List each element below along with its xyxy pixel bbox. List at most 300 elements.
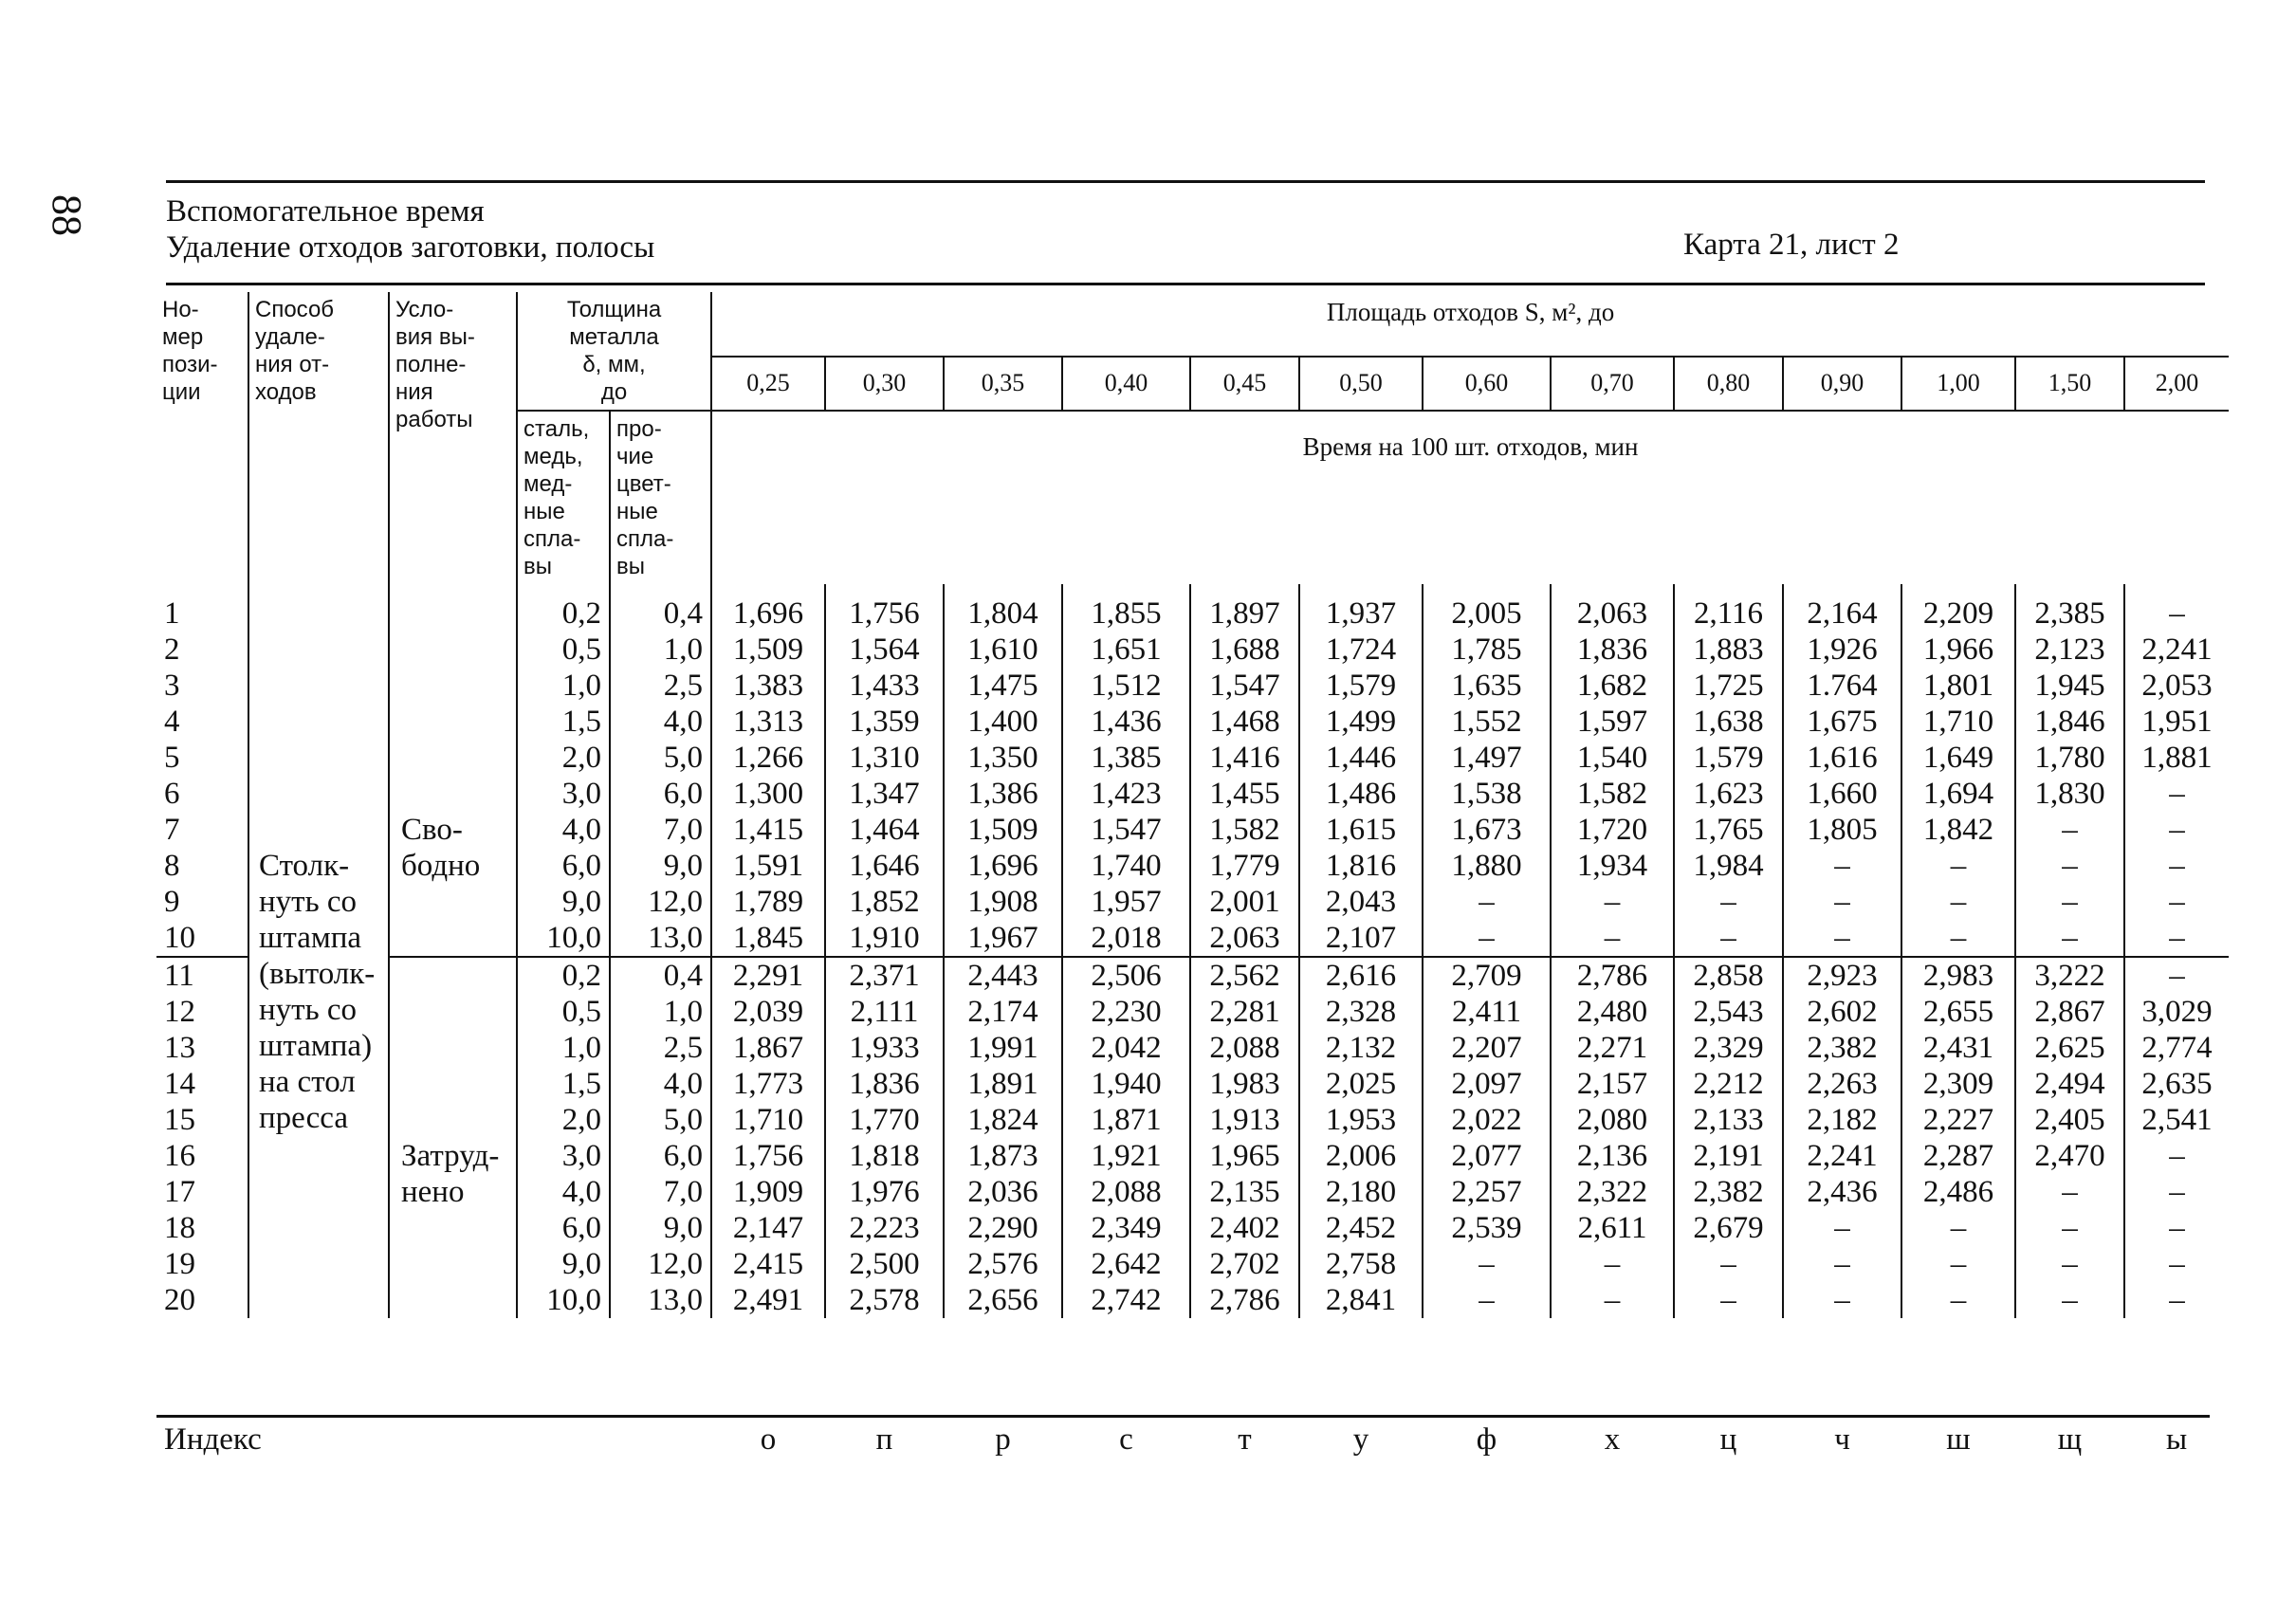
time-value: 1,855 bbox=[1062, 584, 1190, 632]
time-value: 1,785 bbox=[1423, 632, 1551, 668]
time-value: 2,656 bbox=[944, 1282, 1062, 1318]
time-value: 1,651 bbox=[1062, 632, 1190, 668]
area-value-header: 0,60 bbox=[1423, 357, 1551, 411]
index-letter: щ bbox=[2057, 1422, 2083, 1457]
time-value: 2,858 bbox=[1674, 957, 1783, 994]
time-value: 1,951 bbox=[2141, 705, 2213, 739]
time-value: 1,446 bbox=[1299, 740, 1423, 776]
header-conditions-line: Усло- bbox=[395, 297, 454, 322]
header-conditions-line: вия вы- bbox=[395, 324, 475, 350]
time-value: – bbox=[2015, 1210, 2124, 1246]
time-value: 1,436 bbox=[1062, 704, 1190, 740]
time-value: 1,509 bbox=[944, 812, 1062, 848]
thickness-other: 4,0 bbox=[610, 704, 711, 740]
time-value: 1,724 bbox=[1299, 632, 1423, 668]
time-value: – bbox=[1674, 1282, 1783, 1318]
time-value: 1,967 bbox=[944, 920, 1062, 957]
thickness-other: 13,0 bbox=[610, 1282, 711, 1318]
time-value: 2,063 bbox=[1551, 584, 1674, 632]
time-value: 2,402 bbox=[1190, 1210, 1299, 1246]
time-value: 2,001 bbox=[1190, 884, 1299, 920]
time-value: 2,486 bbox=[1901, 1174, 2015, 1210]
header-method-line: удале- bbox=[255, 324, 325, 350]
area-value-header: 1,50 bbox=[2015, 357, 2124, 411]
time-value: 1,416 bbox=[1190, 740, 1299, 776]
time-value: 2,758 bbox=[1299, 1246, 1423, 1282]
time-value: – bbox=[2015, 812, 2124, 848]
thickness-other: 1,0 bbox=[610, 632, 711, 668]
time-value: 1,300 bbox=[711, 776, 825, 812]
page-number: 88 bbox=[44, 194, 90, 236]
page-title: Удаление отходов заготовки, полосы bbox=[166, 230, 655, 265]
time-value: 2,625 bbox=[2015, 1030, 2124, 1066]
time-value: 2,097 bbox=[1423, 1066, 1551, 1102]
time-value: 1,836 bbox=[825, 1066, 944, 1102]
thickness-other: 0,4 bbox=[610, 584, 711, 632]
time-value: 1,852 bbox=[825, 884, 944, 920]
time-value: 1,801 bbox=[1901, 668, 2015, 704]
time-value: 1,696 bbox=[944, 848, 1062, 884]
header-method-line: ходов bbox=[255, 379, 317, 405]
time-value: – bbox=[1551, 1282, 1674, 1318]
time-value: – bbox=[1783, 1282, 1901, 1318]
header-position-line: пози- bbox=[162, 352, 218, 377]
time-value: 1,765 bbox=[1674, 812, 1783, 848]
thickness-steel: 1,0 bbox=[517, 668, 610, 704]
time-value: 1,433 bbox=[825, 668, 944, 704]
top-rule bbox=[166, 180, 2205, 183]
thickness-steel: 6,0 bbox=[517, 1210, 610, 1246]
condition-free bbox=[389, 584, 517, 957]
time-value: 2,742 bbox=[1062, 1282, 1190, 1318]
time-value: 1,909 bbox=[711, 1174, 825, 1210]
time-value: 1,720 bbox=[1551, 812, 1674, 848]
index-letter: с bbox=[1119, 1422, 1133, 1457]
area-value-header: 0,30 bbox=[825, 357, 944, 411]
time-value: – bbox=[1551, 1246, 1674, 1282]
thickness-other: 13,0 bbox=[610, 920, 711, 957]
time-value: 1,597 bbox=[1551, 704, 1674, 740]
time-value: 1,313 bbox=[711, 704, 825, 740]
thickness-steel: 4,0 bbox=[517, 1174, 610, 1210]
time-value: 1,940 bbox=[1062, 1066, 1190, 1102]
card-reference: Карта 21, лист 2 bbox=[1683, 228, 1900, 262]
time-value: 1,779 bbox=[1190, 848, 1299, 884]
thickness-other: 1,0 bbox=[610, 994, 711, 1030]
time-value: 1,582 bbox=[1190, 812, 1299, 848]
time-value: 2,500 bbox=[825, 1246, 944, 1282]
thickness-steel: 4,0 bbox=[517, 812, 610, 848]
index-label: Индекс bbox=[164, 1422, 262, 1457]
method-line: штампа bbox=[259, 921, 362, 955]
time-value: 2,841 bbox=[1299, 1282, 1423, 1318]
time-value: 1,773 bbox=[711, 1066, 825, 1102]
header-conditions bbox=[389, 292, 517, 584]
time-value: 1,635 bbox=[1423, 668, 1551, 704]
thickness-steel: 6,0 bbox=[517, 848, 610, 884]
header-steel bbox=[517, 411, 610, 584]
time-value: – bbox=[2169, 1247, 2185, 1281]
time-value: 1,921 bbox=[1062, 1138, 1190, 1174]
header-position bbox=[156, 292, 248, 584]
time-value: 2,578 bbox=[825, 1282, 944, 1318]
thickness-other: 2,5 bbox=[610, 1030, 711, 1066]
time-value: 1,423 bbox=[1062, 776, 1190, 812]
header-method-line: ния от- bbox=[255, 352, 330, 377]
time-value: 2,241 bbox=[1783, 1138, 1901, 1174]
area-value-header: 2,00 bbox=[2124, 357, 2229, 411]
method-line: на стол bbox=[259, 1065, 356, 1099]
time-value: 2,025 bbox=[1299, 1066, 1423, 1102]
method-line: нуть со bbox=[259, 993, 358, 1027]
thickness-steel: 0,2 bbox=[517, 957, 610, 994]
method-line: (вытолк- bbox=[259, 957, 376, 991]
time-value: 1,710 bbox=[711, 1102, 825, 1138]
thickness-other: 5,0 bbox=[610, 740, 711, 776]
position-number: 16 bbox=[156, 1138, 248, 1174]
time-value: 1,897 bbox=[1190, 584, 1299, 632]
header-conditions-line: работы bbox=[395, 407, 473, 432]
time-value: – bbox=[2015, 1246, 2124, 1282]
time-value: 1,455 bbox=[1190, 776, 1299, 812]
position-number: 6 bbox=[156, 776, 248, 812]
time-value: – bbox=[2169, 777, 2185, 811]
time-value: 2,227 bbox=[1901, 1102, 2015, 1138]
position-number: 4 bbox=[156, 704, 248, 740]
time-value: 2,411 bbox=[1423, 994, 1551, 1030]
header-conditions-line: ния bbox=[395, 379, 433, 405]
time-value: – bbox=[2169, 1283, 2185, 1317]
time-value: 2,018 bbox=[1062, 920, 1190, 957]
time-value: 1,845 bbox=[711, 920, 825, 957]
thickness-steel: 0,5 bbox=[517, 632, 610, 668]
time-value: – bbox=[1901, 1246, 2015, 1282]
time-value: 1,579 bbox=[1674, 740, 1783, 776]
index-letter: ы bbox=[2165, 1422, 2188, 1457]
time-value: 2,491 bbox=[711, 1282, 825, 1318]
position-number: 1 bbox=[156, 584, 248, 632]
time-value: 1,966 bbox=[1901, 632, 2015, 668]
thickness-other: 7,0 bbox=[610, 812, 711, 848]
time-value: 3,222 bbox=[2015, 957, 2124, 994]
time-value: 1,386 bbox=[944, 776, 1062, 812]
time-value: 2,209 bbox=[1901, 584, 2015, 632]
time-value: 2,642 bbox=[1062, 1246, 1190, 1282]
header-position-line: ции bbox=[162, 379, 201, 405]
time-value: 2,157 bbox=[1551, 1066, 1674, 1102]
time-value: 2,494 bbox=[2015, 1066, 2124, 1102]
time-value: 2,443 bbox=[944, 957, 1062, 994]
time-value: 1,579 bbox=[1299, 668, 1423, 704]
time-value: 2,223 bbox=[825, 1210, 944, 1246]
time-value: 2,452 bbox=[1299, 1210, 1423, 1246]
title-rule bbox=[166, 283, 2205, 285]
thickness-steel: 9,0 bbox=[517, 884, 610, 920]
thickness-other: 0,4 bbox=[610, 957, 711, 994]
time-value: 1,615 bbox=[1299, 812, 1423, 848]
position-number: 14 bbox=[156, 1066, 248, 1102]
header-thickness bbox=[517, 292, 711, 411]
time-value: 1,497 bbox=[1423, 740, 1551, 776]
time-value: 2,133 bbox=[1674, 1102, 1783, 1138]
index-letter: п bbox=[875, 1422, 893, 1457]
time-value: 2,543 bbox=[1674, 994, 1783, 1030]
time-value: – bbox=[2169, 849, 2185, 883]
time-value: 2,281 bbox=[1190, 994, 1299, 1030]
time-value: 1,818 bbox=[825, 1138, 944, 1174]
time-value: 2,116 bbox=[1674, 584, 1783, 632]
header-steel-line: ные bbox=[523, 499, 565, 524]
header-thickness-line: металла bbox=[569, 324, 659, 350]
thickness-other: 12,0 bbox=[610, 884, 711, 920]
index-letter: ц bbox=[1719, 1422, 1737, 1457]
time-value: – bbox=[1783, 884, 1901, 920]
thickness-other: 9,0 bbox=[610, 848, 711, 884]
condition-hard bbox=[389, 957, 517, 1318]
index-letter: ш bbox=[1946, 1422, 1971, 1457]
time-value: 1,983 bbox=[1190, 1066, 1299, 1102]
time-value: – bbox=[1783, 1246, 1901, 1282]
table-row bbox=[156, 957, 2229, 994]
header-method bbox=[248, 292, 389, 584]
time-value: 1,953 bbox=[1299, 1102, 1423, 1138]
time-value: 2,436 bbox=[1783, 1174, 1901, 1210]
time-value: 1,509 bbox=[711, 632, 825, 668]
time-value: – bbox=[2169, 1139, 2185, 1173]
time-value: 2,053 bbox=[2141, 669, 2213, 703]
time-value: 1,552 bbox=[1423, 704, 1551, 740]
time-value: 1,468 bbox=[1190, 704, 1299, 740]
header-other-line: вы bbox=[616, 554, 645, 579]
time-value: – bbox=[2169, 921, 2185, 955]
time-value: 2,022 bbox=[1423, 1102, 1551, 1138]
table-row bbox=[156, 584, 2229, 632]
header-other-line: цвет- bbox=[616, 471, 671, 497]
time-value: 2,230 bbox=[1062, 994, 1190, 1030]
time-value: 1,937 bbox=[1299, 584, 1423, 632]
header-conditions-line: полне- bbox=[395, 352, 467, 377]
thickness-steel: 10,0 bbox=[517, 920, 610, 957]
time-value: 2,635 bbox=[2141, 1067, 2213, 1101]
time-value: 1,913 bbox=[1190, 1102, 1299, 1138]
time-value: 2,349 bbox=[1062, 1210, 1190, 1246]
time-value: 1,756 bbox=[825, 584, 944, 632]
time-value: 2,271 bbox=[1551, 1030, 1674, 1066]
header-thickness-line: Толщина bbox=[566, 297, 662, 322]
header-other-line: про- bbox=[616, 416, 662, 442]
thickness-steel: 3,0 bbox=[517, 1138, 610, 1174]
time-value: 1,846 bbox=[2015, 704, 2124, 740]
time-value: 2,309 bbox=[1901, 1066, 2015, 1102]
thickness-steel: 10,0 bbox=[517, 1282, 610, 1318]
time-value: 2,470 bbox=[2015, 1138, 2124, 1174]
time-value: 1,910 bbox=[825, 920, 944, 957]
time-value: 1,310 bbox=[825, 740, 944, 776]
time-value: 2,006 bbox=[1299, 1138, 1423, 1174]
time-value: 1,464 bbox=[825, 812, 944, 848]
time-value: 1,649 bbox=[1901, 740, 2015, 776]
time-value: – bbox=[1901, 884, 2015, 920]
time-value: 2,257 bbox=[1423, 1174, 1551, 1210]
time-value: 2,329 bbox=[1674, 1030, 1783, 1066]
time-value: 1,984 bbox=[1674, 848, 1783, 884]
time-value: 1,836 bbox=[1551, 632, 1674, 668]
thickness-steel: 1,5 bbox=[517, 1066, 610, 1102]
header-steel-line: мед- bbox=[523, 471, 573, 497]
time-value: – bbox=[1901, 848, 2015, 884]
time-value: 2,576 bbox=[944, 1246, 1062, 1282]
time-value: 1,623 bbox=[1674, 776, 1783, 812]
position-number: 3 bbox=[156, 668, 248, 704]
time-value: 1,880 bbox=[1423, 848, 1551, 884]
thickness-other: 7,0 bbox=[610, 1174, 711, 1210]
position-number: 18 bbox=[156, 1210, 248, 1246]
time-value: 1,675 bbox=[1783, 704, 1901, 740]
time-value: 2,328 bbox=[1299, 994, 1423, 1030]
position-number: 15 bbox=[156, 1102, 248, 1138]
time-value: 1,682 bbox=[1551, 668, 1674, 704]
thickness-other: 9,0 bbox=[610, 1210, 711, 1246]
time-value: 2,241 bbox=[2141, 633, 2213, 667]
time-value: 2,405 bbox=[2015, 1102, 2124, 1138]
thickness-steel: 1,5 bbox=[517, 704, 610, 740]
position-number: 9 bbox=[156, 884, 248, 920]
time-value: 2,562 bbox=[1190, 957, 1299, 994]
time-value: 2,180 bbox=[1299, 1174, 1423, 1210]
time-value: 2,382 bbox=[1674, 1174, 1783, 1210]
time-value: 1,359 bbox=[825, 704, 944, 740]
time-value: 1,660 bbox=[1783, 776, 1901, 812]
method-line: штампа) bbox=[259, 1029, 373, 1063]
position-number: 19 bbox=[156, 1246, 248, 1282]
time-value: 1,945 bbox=[2015, 668, 2124, 704]
thickness-other: 2,5 bbox=[610, 668, 711, 704]
position-number: 12 bbox=[156, 994, 248, 1030]
position-number: 5 bbox=[156, 740, 248, 776]
time-value: – bbox=[1901, 1210, 2015, 1246]
time-value: 3,029 bbox=[2141, 995, 2213, 1029]
time-value: 2,506 bbox=[1062, 957, 1190, 994]
time-value: 2,207 bbox=[1423, 1030, 1551, 1066]
position-number: 2 bbox=[156, 632, 248, 668]
time-value: 2,539 bbox=[1423, 1210, 1551, 1246]
time-value: 1,933 bbox=[825, 1030, 944, 1066]
time-value: 1,688 bbox=[1190, 632, 1299, 668]
time-value: 2,382 bbox=[1783, 1030, 1901, 1066]
header-other bbox=[610, 411, 711, 584]
time-value: – bbox=[1674, 884, 1783, 920]
area-value-header: 0,80 bbox=[1674, 357, 1783, 411]
thickness-steel: 9,0 bbox=[517, 1246, 610, 1282]
thickness-steel: 0,5 bbox=[517, 994, 610, 1030]
time-value: 2,786 bbox=[1551, 957, 1674, 994]
time-value: – bbox=[2169, 1211, 2185, 1245]
time-value: 2,005 bbox=[1423, 584, 1551, 632]
time-value: 2,291 bbox=[711, 957, 825, 994]
time-value: – bbox=[1423, 1282, 1551, 1318]
method-line: Столк- bbox=[259, 849, 350, 883]
time-value: – bbox=[2015, 920, 2124, 957]
index-letter: ф bbox=[1476, 1422, 1497, 1457]
position-number: 8 bbox=[156, 848, 248, 884]
time-value: 1,616 bbox=[1783, 740, 1901, 776]
time-value: 1,538 bbox=[1423, 776, 1551, 812]
time-value: 2,191 bbox=[1674, 1138, 1783, 1174]
condition-line: бодно bbox=[401, 849, 481, 883]
time-value: 1,830 bbox=[2015, 776, 2124, 812]
time-value: 2,123 bbox=[2015, 632, 2124, 668]
time-value: – bbox=[2124, 957, 2229, 994]
header-time-title: Время на 100 шт. отходов, мин bbox=[1302, 432, 1639, 461]
time-value: 1,512 bbox=[1062, 668, 1190, 704]
method-line: пресса bbox=[259, 1101, 348, 1135]
time-value: 1,564 bbox=[825, 632, 944, 668]
time-value: 1,547 bbox=[1190, 668, 1299, 704]
time-value: 2,135 bbox=[1190, 1174, 1299, 1210]
position-number: 7 bbox=[156, 812, 248, 848]
time-value: 2,212 bbox=[1674, 1066, 1783, 1102]
time-value: 2,036 bbox=[944, 1174, 1062, 1210]
time-value: 1,934 bbox=[1551, 848, 1674, 884]
time-value: 1,415 bbox=[711, 812, 825, 848]
time-value: 1,725 bbox=[1674, 668, 1783, 704]
time-value: 1,908 bbox=[944, 884, 1062, 920]
area-value-header: 0,35 bbox=[944, 357, 1062, 411]
time-value: 2,702 bbox=[1190, 1246, 1299, 1282]
time-value: 2,132 bbox=[1299, 1030, 1423, 1066]
condition-line: Затруд- bbox=[401, 1139, 500, 1173]
index-rule bbox=[156, 1415, 2210, 1418]
time-value: 1,842 bbox=[1901, 812, 2015, 848]
time-value: 2,602 bbox=[1783, 994, 1901, 1030]
time-value: – bbox=[1783, 848, 1901, 884]
time-value: 1,873 bbox=[944, 1138, 1062, 1174]
time-value: 1,710 bbox=[1901, 704, 2015, 740]
time-value: 2,415 bbox=[711, 1246, 825, 1282]
time-table bbox=[156, 292, 2229, 1318]
header-thickness-line: до bbox=[600, 379, 628, 405]
time-value: 2,867 bbox=[2015, 994, 2124, 1030]
condition-line: Сво- bbox=[401, 813, 463, 847]
time-value: 1,805 bbox=[1783, 812, 1901, 848]
time-value: 1,486 bbox=[1299, 776, 1423, 812]
time-value: 2,431 bbox=[1901, 1030, 2015, 1066]
time-value: 2,263 bbox=[1783, 1066, 1901, 1102]
time-value: – bbox=[2015, 884, 2124, 920]
time-value: 2,679 bbox=[1674, 1210, 1783, 1246]
position-number: 13 bbox=[156, 1030, 248, 1066]
position-number: 11 bbox=[156, 957, 248, 994]
index-letter: х bbox=[1604, 1422, 1621, 1457]
time-value: – bbox=[1901, 1282, 2015, 1318]
method-cell bbox=[248, 584, 389, 1318]
time-value: 2,088 bbox=[1062, 1174, 1190, 1210]
area-value-header: 0,40 bbox=[1062, 357, 1190, 411]
thickness-other: 6,0 bbox=[610, 1138, 711, 1174]
position-number: 17 bbox=[156, 1174, 248, 1210]
time-value: 2,111 bbox=[825, 994, 944, 1030]
time-value: 2,063 bbox=[1190, 920, 1299, 957]
method-line: нуть со bbox=[259, 885, 358, 919]
thickness-other: 4,0 bbox=[610, 1066, 711, 1102]
time-value: – bbox=[1901, 920, 2015, 957]
thickness-steel: 2,0 bbox=[517, 740, 610, 776]
header-other-line: ные bbox=[616, 499, 658, 524]
time-value: 1,816 bbox=[1299, 848, 1423, 884]
time-value: – bbox=[2015, 1174, 2124, 1210]
time-value: 2,616 bbox=[1299, 957, 1423, 994]
area-value-header: 1,00 bbox=[1901, 357, 2015, 411]
